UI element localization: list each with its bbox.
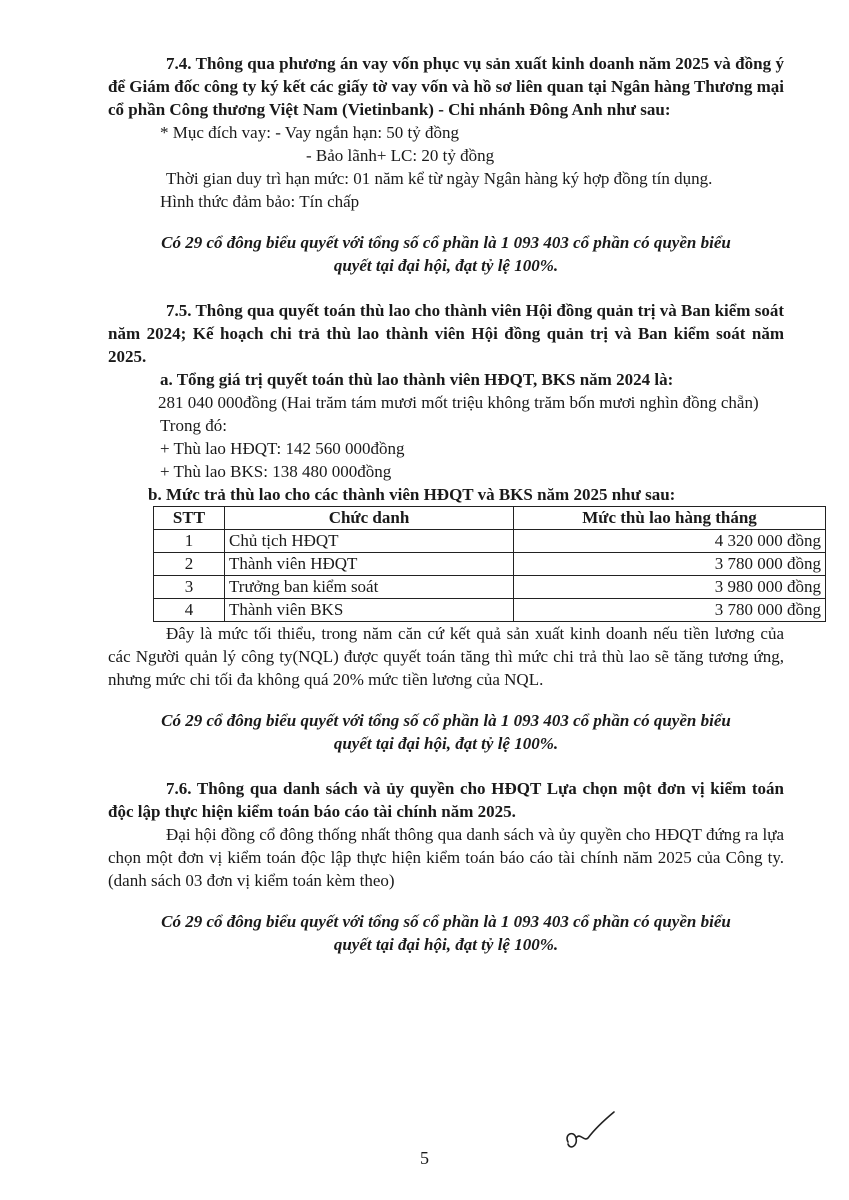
remuneration-hdqt: + Thù lao HĐQT: 142 560 000đồng [160, 439, 405, 458]
section-7-5-a-heading: a. Tổng giá trị quyết toán thù lao thành viên HĐQT, BKS năm 2024 là: [160, 370, 674, 389]
section-7-6-heading: 7.6. Thông qua danh sách và ủy quyền cho HĐQT Lựa chọn một đơn vị kiểm toán độc lập thực hiện kiểm toán báo cáo tài chính năm 2025. [108, 779, 784, 821]
col-header-monthly-fee: Mức thù lao hàng tháng [514, 507, 826, 530]
page-number: 5 [420, 1148, 429, 1168]
document-page [108, 52, 821, 956]
loan-purpose-guarantee: - Bảo lãnh+ LC: 20 tỷ đồng [306, 146, 495, 165]
section-7-5-b-heading: b. Mức trả thù lao cho các thành viên HĐQT và BKS năm 2025 như sau: [148, 485, 676, 504]
cell-monthly-fee: 3 980 000 đồng [514, 576, 826, 599]
cell-position: Chủ tịch HĐQT [225, 530, 514, 553]
loan-security: Hình thức đảm bảo: Tín chấp [160, 192, 360, 211]
section-7-6-body: Đại hội đồng cổ đông thống nhất thông qua danh sách và ủy quyền cho HĐQT đứng ra lựa chọn một đơn vị kiểm toán độc lập thực hiện kiểm toán báo cáo tài chính năm 2025 của Công ty. (danh sách 03 đơn vị kiểm toán kèm theo) [108, 825, 784, 890]
col-header-position: Chức danh [225, 507, 514, 530]
cell-monthly-fee: 4 320 000 đồng [514, 530, 826, 553]
section-7-5-heading: 7.5. Thông qua quyết toán thù lao cho thành viên Hội đồng quản trị và Ban kiểm soát năm 2024; Kế hoạch chi trả thù lao thành viên Hội đồng quản trị và Ban kiểm soát năm 2025. [108, 301, 784, 366]
cell-position: Thành viên BKS [225, 599, 514, 622]
remuneration-total-2024: 281 040 000đồng (Hai trăm tám mươi mốt triệu không trăm bốn mươi nghìn đồng chẵn) [158, 393, 759, 412]
cell-stt: 4 [154, 599, 225, 622]
cell-stt: 1 [154, 530, 225, 553]
vote-result-line1: Có 29 cổ đông biểu quyết với tổng số cổ phần là 1 093 403 cổ phần có quyền biểu [161, 711, 731, 730]
cell-stt: 2 [154, 553, 225, 576]
col-header-stt: STT [154, 507, 225, 530]
loan-purpose-short-term: * Mục đích vay: - Vay ngắn hạn: 50 tỷ đồng [160, 123, 460, 142]
cell-stt: 3 [154, 576, 225, 599]
table-row [154, 553, 826, 576]
of-which-label: Trong đó: [160, 416, 227, 435]
section-7-4-heading: 7.4. Thông qua phương án vay vốn phục vụ sản xuất kinh doanh năm 2025 và đồng ý để Giám đốc công ty ký kết các giấy tờ vay vốn và hồ sơ liên quan tại Ngân hàng Thương mại cổ phần Công thương Việt Nam (Vietinbank) - Chi nhánh Đông Anh như sau: [108, 54, 784, 119]
table-header-row [154, 507, 826, 530]
remuneration-table [153, 506, 826, 622]
vote-result-line2: quyết tại đại hội, đạt tỷ lệ 100%. [333, 734, 559, 753]
cell-position: Trưởng ban kiểm soát [225, 576, 514, 599]
cell-monthly-fee: 3 780 000 đồng [514, 553, 826, 576]
cell-monthly-fee: 3 780 000 đồng [514, 599, 826, 622]
table-row [154, 530, 826, 553]
table-row [154, 599, 826, 622]
cell-position: Thành viên HĐQT [225, 553, 514, 576]
vote-result-line1: Có 29 cổ đông biểu quyết với tổng số cổ phần là 1 093 403 cổ phần có quyền biểu [161, 233, 731, 252]
vote-result-line2: quyết tại đại hội, đạt tỷ lệ 100%. [333, 256, 559, 275]
vote-result-line2: quyết tại đại hội, đạt tỷ lệ 100%. [333, 935, 559, 954]
vote-result-line1: Có 29 cổ đông biểu quyết với tổng số cổ phần là 1 093 403 cổ phần có quyền biểu [161, 912, 731, 931]
remuneration-bks: + Thù lao BKS: 138 480 000đồng [160, 462, 392, 481]
remuneration-note: Đây là mức tối thiểu, trong năm căn cứ kết quả sản xuất kinh doanh nếu tiền lương của các Người quản lý công ty(NQL) được quyết toán tăng thì mức chi trả thù lao sẽ tăng tương ứng, nhưng mức chi tối đa không quá 20% mức tiền lương của NQL. [108, 624, 784, 689]
loan-duration: Thời gian duy trì hạn mức: 01 năm kể từ ngày Ngân hàng ký hợp đồng tín dụng. [166, 169, 713, 188]
table-row [154, 576, 826, 599]
